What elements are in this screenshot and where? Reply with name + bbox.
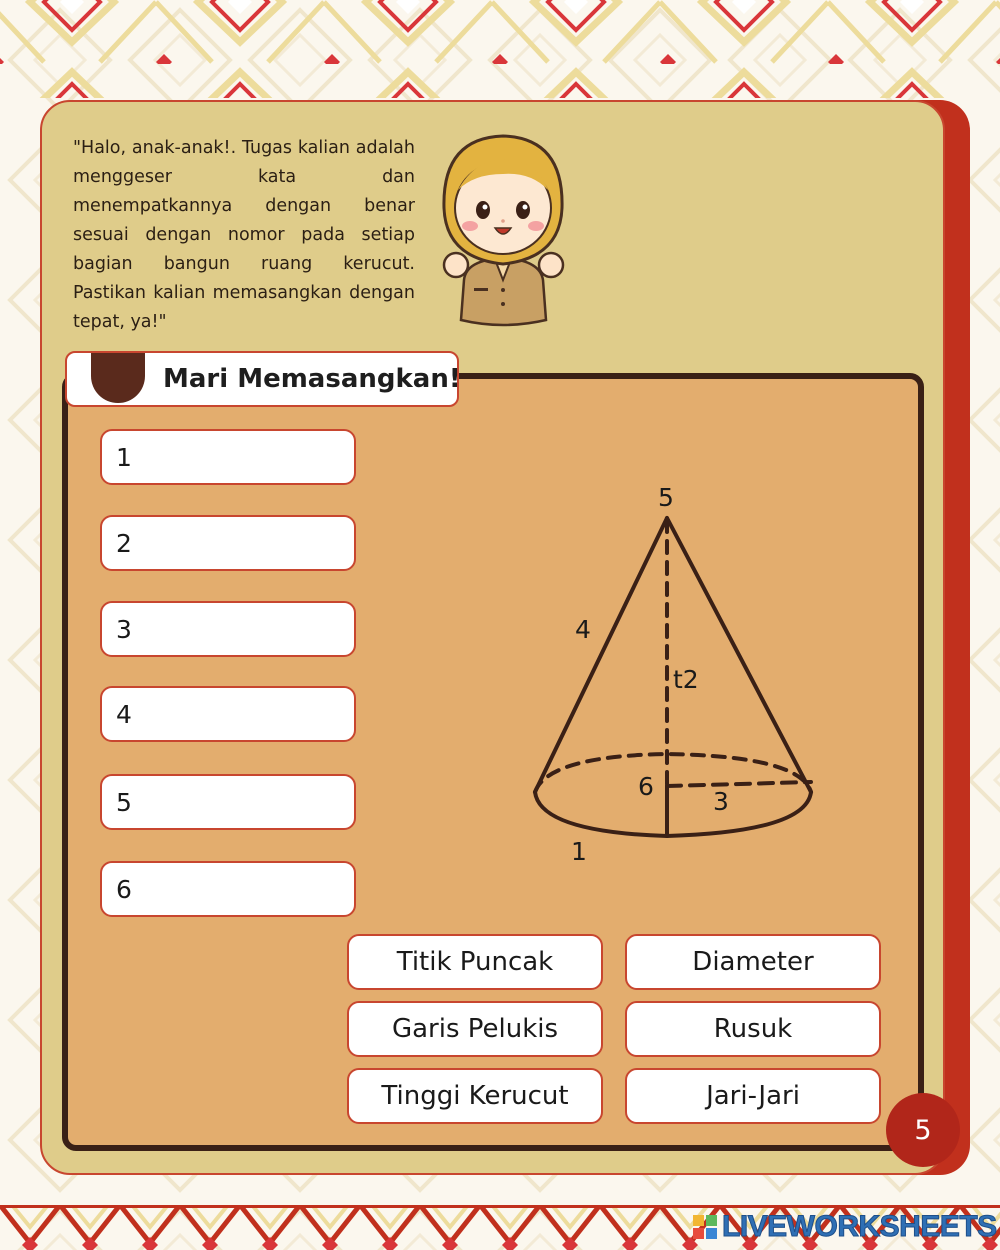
panel-title: Mari Memasangkan! — [163, 364, 461, 394]
liveworksheets-brand[interactable] — [692, 1207, 997, 1247]
drop-box-2[interactable] — [100, 515, 356, 571]
cone-radius-line — [667, 782, 811, 786]
page-number-badge — [886, 1093, 960, 1167]
word-tile-titik-puncak[interactable]: Titik Puncak — [347, 934, 603, 990]
cone-slant-right — [667, 518, 811, 792]
page-number: 5 — [914, 1114, 932, 1146]
cone-base-front — [535, 792, 811, 836]
drop-box-5[interactable] — [100, 774, 356, 830]
drop-box-number: 5 — [116, 788, 132, 817]
drop-box-number: 6 — [116, 875, 132, 904]
word-tile-diameter[interactable]: Diameter — [625, 934, 881, 990]
cone-diagram — [520, 470, 840, 870]
label-height: t2 — [673, 665, 699, 694]
word-tile-jari-jari[interactable]: Jari-Jari — [625, 1068, 881, 1124]
cone-slant-left — [535, 518, 667, 792]
drop-box-1[interactable] — [100, 429, 356, 485]
drop-box-6[interactable] — [100, 861, 356, 917]
intro-text: "Halo, anak-anak!. Tugas kalian adalah menggeser kata dan menempatkannya dengan benar sesuai dengan nomor pada setiap bagian bangun ruang kerucut. Pastikan kalian memasangkan dengan tepat, ya!" — [73, 138, 415, 332]
label-slant: 4 — [575, 615, 591, 644]
label-radius: 3 — [713, 787, 729, 816]
drop-box-3[interactable] — [100, 601, 356, 657]
label-apex: 5 — [658, 483, 674, 512]
brand-name: LIVEWORKSHEETS — [722, 1210, 997, 1243]
drop-box-number: 1 — [116, 443, 132, 472]
title-tab-decoration — [91, 353, 145, 403]
liveworksheets-logo-icon — [692, 1214, 718, 1240]
word-tile-rusuk[interactable]: Rusuk — [625, 1001, 881, 1057]
label-center: 6 — [638, 772, 654, 801]
label-base: 1 — [571, 837, 587, 866]
drop-box-number: 2 — [116, 529, 132, 558]
word-tile-tinggi-kerucut[interactable]: Tinggi Kerucut — [347, 1068, 603, 1124]
word-tile-garis-pelukis[interactable]: Garis Pelukis — [347, 1001, 603, 1057]
panel-title-box — [65, 351, 459, 407]
teacher-character-illustration — [436, 130, 571, 330]
drop-box-number: 3 — [116, 615, 132, 644]
drop-box-number: 4 — [116, 700, 132, 729]
drop-box-4[interactable] — [100, 686, 356, 742]
